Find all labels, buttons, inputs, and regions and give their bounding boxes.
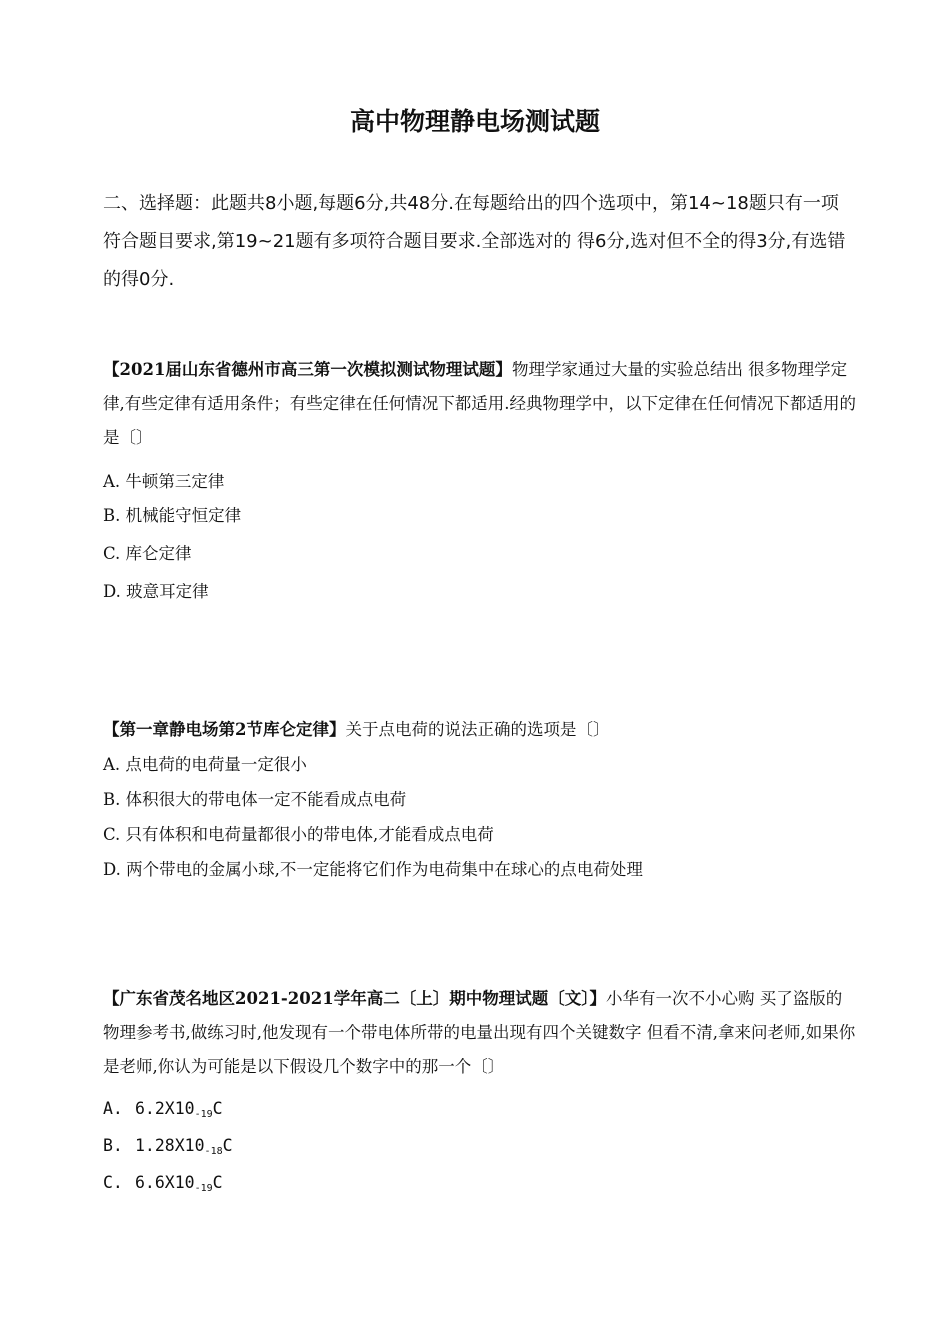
question-2-source: 【第一章静电场第2节库仑定律】 [103, 720, 346, 739]
question-1-option-d: D. 玻意耳定律 [103, 582, 209, 601]
question-2-stem: 关于点电荷的说法正确的选项是〔〕 [345, 720, 610, 739]
option-unit: C [212, 1099, 223, 1118]
question-2-option-d: D. 两个带电的金属小球,不一定能将它们作为电荷集中在球心的点电荷处理 [103, 860, 643, 879]
option-mantissa: 6.2X10 [135, 1099, 195, 1118]
option-letter: B. [103, 1136, 123, 1155]
question-2-option-c: C. 只有体积和电荷量都很小的带电体,才能看成点电荷 [103, 825, 494, 844]
question-2-option-a: A. 点电荷的电荷量一定很小 [103, 755, 307, 774]
question-3-option-b [103, 1134, 858, 1164]
question-3 [103, 982, 858, 1084]
question-1-option-b: B. 机械能守恒定律 [103, 506, 242, 525]
option-mantissa: 1.28X10 [135, 1136, 205, 1155]
option-mantissa: 6.6X10 [135, 1173, 195, 1192]
page-title: 高中物理静电场测试题 [349, 107, 600, 136]
question-1-option-a: A. 牛顿第三定律 [103, 472, 225, 491]
section-instructions: 二、选择题：此题共8小题,每题6分,共48分.在每题给出的四个选项中，第14~18题只有一项符合题目要求,第19~21题有多项符合题目要求.全部选对的 得6分,选对但不全的得3分,有选错的得0分. [103, 193, 846, 290]
question-1-source: 【2021届山东省德州市高三第一次模拟测试物理试题】 [103, 360, 512, 379]
option-exponent: -18 [204, 1146, 223, 1157]
option-exponent: -19 [194, 1109, 213, 1120]
question-1-text [103, 353, 858, 455]
question-3-option-c [103, 1171, 858, 1201]
option-unit: C [212, 1173, 223, 1192]
question-1-stem: 物理学家通过大量的实验总结出 很多物理学定律,有些定律有适用条件；有些定律在任何情况下都适用.经典物理学中，以下定律在任何情况下都适用的是〔〕 [103, 360, 856, 447]
option-exponent: -19 [194, 1183, 213, 1194]
option-unit: C [222, 1136, 233, 1155]
option-letter: C. [103, 1173, 123, 1192]
question-3-source: 【广东省茂名地区2021-2021学年高二〔上〕期中物理试题〔文〕】 [103, 989, 606, 1008]
question-3-stem: 小华有一次不小心购 买了盗版的物理参考书,做练习时,他发现有一个带电体所带的电量出现有四个关键数字 但看不清,拿来问老师,如果你是老师,你认为可能是以下假设几个数字中的那一个〔〕 [103, 989, 856, 1076]
option-letter: A. [103, 1099, 123, 1118]
question-2-text [103, 713, 858, 747]
question-1 [103, 353, 858, 455]
question-2 [103, 713, 858, 747]
question-3-text [103, 982, 858, 1084]
question-2-option-b: B. 体积很大的带电体一定不能看成点电荷 [103, 790, 407, 809]
question-1-option-c: C. 库仑定律 [103, 544, 192, 563]
question-3-option-a [103, 1097, 858, 1127]
